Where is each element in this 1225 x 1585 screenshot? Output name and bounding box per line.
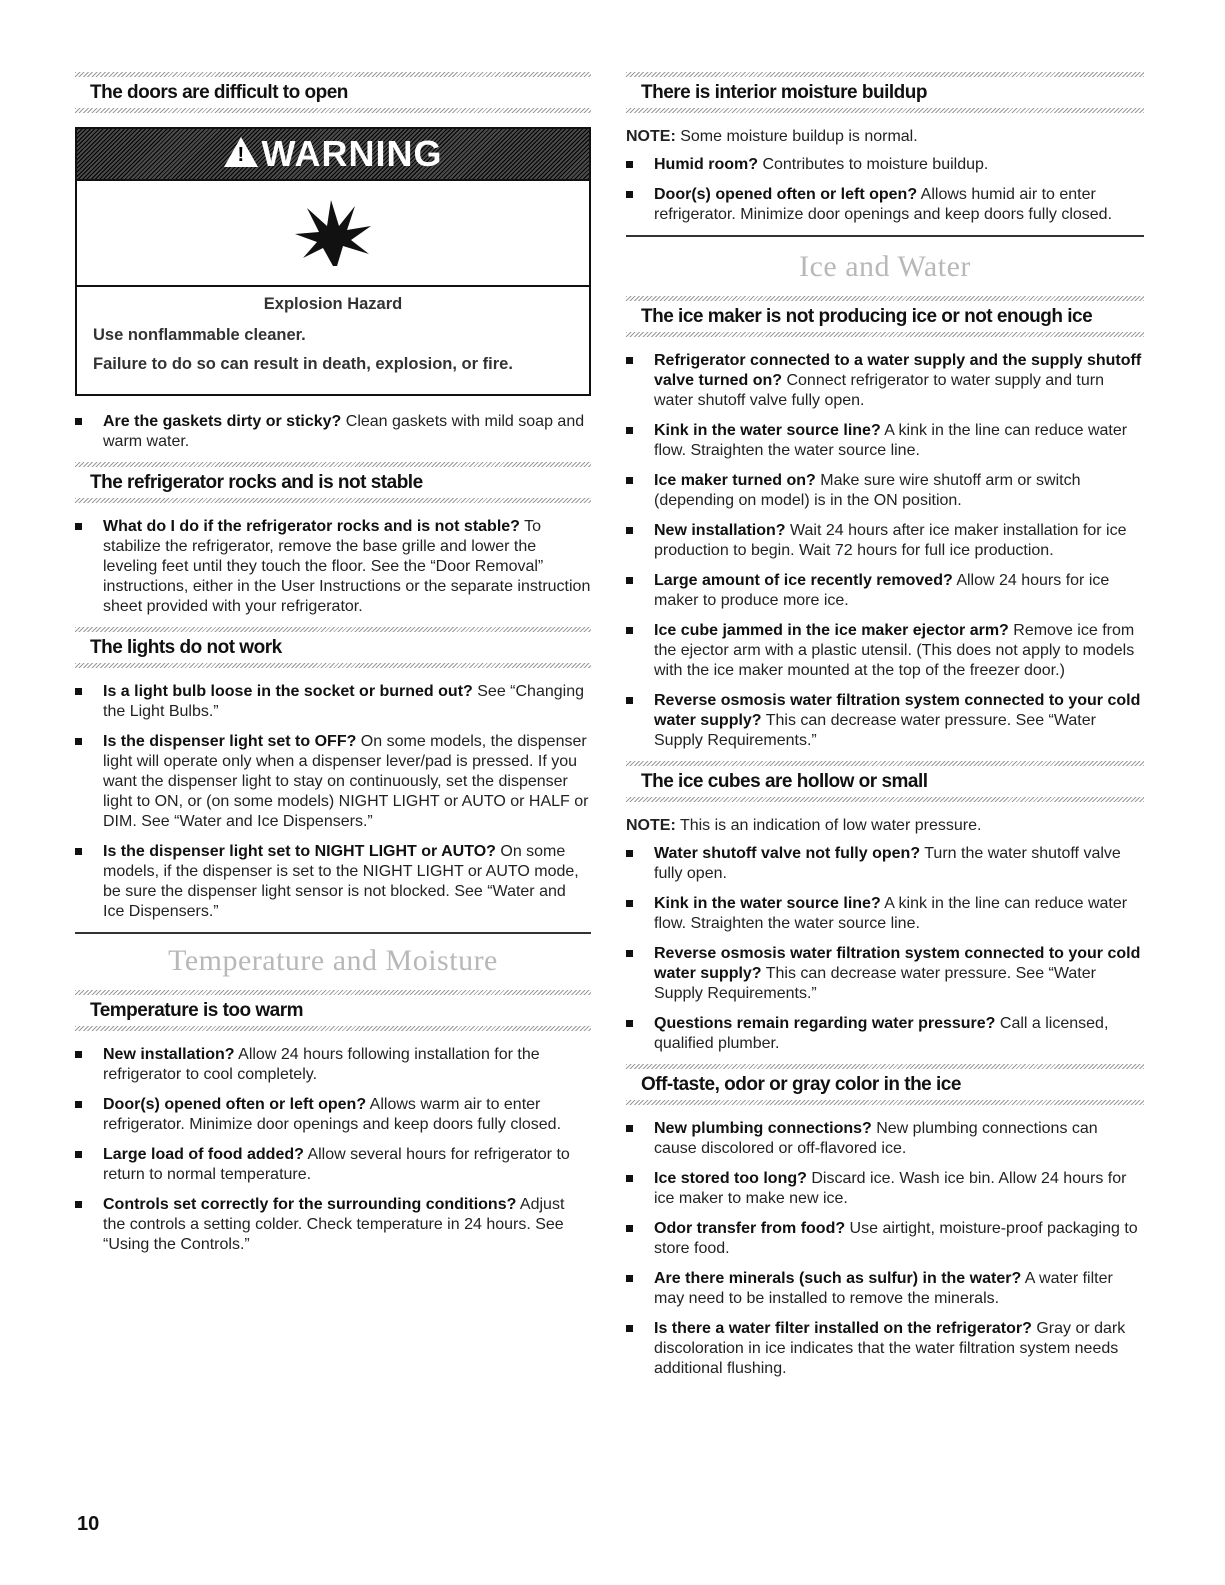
bullet-icon: [626, 477, 633, 484]
warning-label: WARNING: [261, 133, 443, 174]
bullet-icon: [75, 1051, 82, 1058]
list-item: Is a light bulb loose in the socket or burned out? See “Changing the Light Bulbs.”: [75, 682, 591, 722]
bullet-icon: [75, 1201, 82, 1208]
right-column: [626, 72, 1144, 1389]
section-title-temperature: Temperature and Moisture: [75, 932, 591, 990]
warm-list: [75, 1045, 591, 1255]
bullet-icon: [75, 738, 82, 745]
hazard-title: Explosion Hazard: [263, 295, 403, 313]
bullet-icon: [626, 850, 633, 857]
explosion-icon: [77, 181, 589, 287]
moisture-list: [626, 155, 1144, 225]
warning-line-2: Failure to do so can result in death, explosion, or fire.: [93, 355, 513, 373]
section-header-hollow: The ice cubes are hollow or small: [626, 761, 1144, 802]
list-item: Questions remain regarding water pressure? Call a licensed, qualified plumber.: [626, 1014, 1144, 1054]
list-item: New installation? Allow 24 hours following installation for the refrigerator to cool completely.: [75, 1045, 591, 1085]
bullet-icon: [75, 1151, 82, 1158]
section-header-warm: Temperature is too warm: [75, 990, 591, 1031]
bullet-icon: [626, 191, 633, 198]
bullet-icon: [626, 161, 633, 168]
warning-banner: [77, 129, 589, 181]
list-item: Door(s) opened often or left open? Allows warm air to enter refrigerator. Minimize door openings and keep doors fully closed.: [75, 1095, 591, 1135]
bullet-icon: [75, 523, 82, 530]
doors-list: [75, 412, 591, 452]
warning-triangle-icon: !: [224, 137, 258, 167]
list-item: Reverse osmosis water filtration system connected to your cold water supply? This can decrease water pressure. See “Water Supply Requirements.”: [626, 944, 1144, 1004]
bullet-icon: [626, 577, 633, 584]
icemaker-list: [626, 351, 1144, 751]
bullet-icon: [75, 418, 82, 425]
note: NOTE: This is an indication of low water pressure.: [626, 817, 982, 834]
list-item: Is the dispenser light set to NIGHT LIGHT or AUTO? On some models, if the dispenser is set to the NIGHT LIGHT or AUTO mode, be sure the dispenser light sensor is not blocked. See “Water and Ice Dispensers.”: [75, 842, 591, 922]
list-item: Large amount of ice recently removed? Allow 24 hours for ice maker to produce more ice.: [626, 571, 1144, 611]
bullet-icon: [626, 1325, 633, 1332]
list-item: Kink in the water source line? A kink in the line can reduce water flow. Straighten the water source line.: [626, 894, 1144, 934]
hollow-list: [626, 844, 1144, 1054]
bullet-icon: [626, 627, 633, 634]
left-column: [75, 72, 591, 1265]
bullet-icon: [75, 1101, 82, 1108]
list-item: Humid room? Contributes to moisture buildup.: [626, 155, 1144, 175]
bullet-icon: [626, 1125, 633, 1132]
warning-text: [77, 287, 589, 394]
list-item: Ice cube jammed in the ice maker ejector arm? Remove ice from the ejector arm with a plastic utensil. (This does not apply to models with the ice maker mounted at the top of the freezer door.): [626, 621, 1144, 681]
list-item: Kink in the water source line? A kink in the line can reduce water flow. Straighten the water source line.: [626, 421, 1144, 461]
list-item: Refrigerator connected to a water supply and the supply shutoff valve turned on? Connect refrigerator to water supply and turn water shutoff valve fully open.: [626, 351, 1144, 411]
list-item: Is there a water filter installed on the refrigerator? Gray or dark discoloration in ice indicates that the water filtration system needs additional flushing.: [626, 1319, 1144, 1379]
bullet-icon: [626, 1275, 633, 1282]
bullet-icon: [626, 697, 633, 704]
list-item: Ice maker turned on? Make sure wire shutoff arm or switch (depending on model) is in the ON position.: [626, 471, 1144, 511]
section-header-doors: The doors are difficult to open: [75, 72, 591, 113]
lights-list: [75, 682, 591, 922]
list-item: Door(s) opened often or left open? Allows humid air to enter refrigerator. Minimize door openings and keep doors fully closed.: [626, 185, 1144, 225]
offtaste-list: [626, 1119, 1144, 1379]
bullet-icon: [626, 527, 633, 534]
note: NOTE: Some moisture buildup is normal.: [626, 128, 918, 145]
bullet-icon: [75, 848, 82, 855]
list-item: Is the dispenser light set to OFF? On some models, the dispenser light will operate only when a dispenser lever/pad is pressed. If you want the dispenser light to stay on continuously, set the dispenser light to ON, or (on some models) NIGHT LIGHT or AUTO or HALF or DIM. See “Water and Ice Dispensers.”: [75, 732, 591, 832]
list-item: Water shutoff valve not fully open? Turn the water shutoff valve fully open.: [626, 844, 1144, 884]
bullet-icon: [75, 688, 82, 695]
list-item: Reverse osmosis water filtration system connected to your cold water supply? This can decrease water pressure. See “Water Supply Requirements.”: [626, 691, 1144, 751]
page-number: 10: [77, 1513, 100, 1535]
list-item: Controls set correctly for the surrounding conditions? Adjust the controls a setting colder. Check temperature in 24 hours. See “Using the Controls.”: [75, 1195, 591, 1255]
list-item: Are there minerals (such as sulfur) in the water? A water filter may need to be installed to remove the minerals.: [626, 1269, 1144, 1309]
bullet-icon: [626, 357, 633, 364]
bullet-icon: [626, 1175, 633, 1182]
bullet-icon: [626, 900, 633, 907]
section-header-offtaste: Off-taste, odor or gray color in the ice: [626, 1064, 1144, 1105]
section-header-moisture: There is interior moisture buildup: [626, 72, 1144, 113]
section-header-rocks: The refrigerator rocks and is not stable: [75, 462, 591, 503]
list-item: Ice stored too long? Discard ice. Wash ice bin. Allow 24 hours for ice maker to make new ice.: [626, 1169, 1144, 1209]
warning-line-1: Use nonflammable cleaner.: [93, 326, 306, 344]
section-header-lights: The lights do not work: [75, 627, 591, 668]
list-item: Odor transfer from food? Use airtight, moisture-proof packaging to store food.: [626, 1219, 1144, 1259]
bullet-icon: [626, 1225, 633, 1232]
list-item: Are the gaskets dirty or sticky? Clean gaskets with mild soap and warm water.: [75, 412, 591, 452]
list-item: New plumbing connections? New plumbing connections can cause discolored or off-flavored ice.: [626, 1119, 1144, 1159]
warning-box: [75, 127, 591, 396]
section-header-icemaker: The ice maker is not producing ice or not enough ice: [626, 296, 1144, 337]
rocks-list: [75, 517, 591, 617]
bullet-icon: [626, 950, 633, 957]
list-item: New installation? Wait 24 hours after ice maker installation for ice production to begin. Wait 72 hours for full ice production.: [626, 521, 1144, 561]
list-item: What do I do if the refrigerator rocks and is not stable? To stabilize the refrigerator, remove the base grille and lower the leveling feet until they touch the floor. See the “Door Removal” instructions, either in the User Instructions or the separate instruction sheet provided with your refrigerator.: [75, 517, 591, 617]
list-item: Large load of food added? Allow several hours for refrigerator to return to normal temperature.: [75, 1145, 591, 1185]
bullet-icon: [626, 1020, 633, 1027]
section-title-ice-water: Ice and Water: [626, 235, 1144, 296]
bullet-icon: [626, 427, 633, 434]
